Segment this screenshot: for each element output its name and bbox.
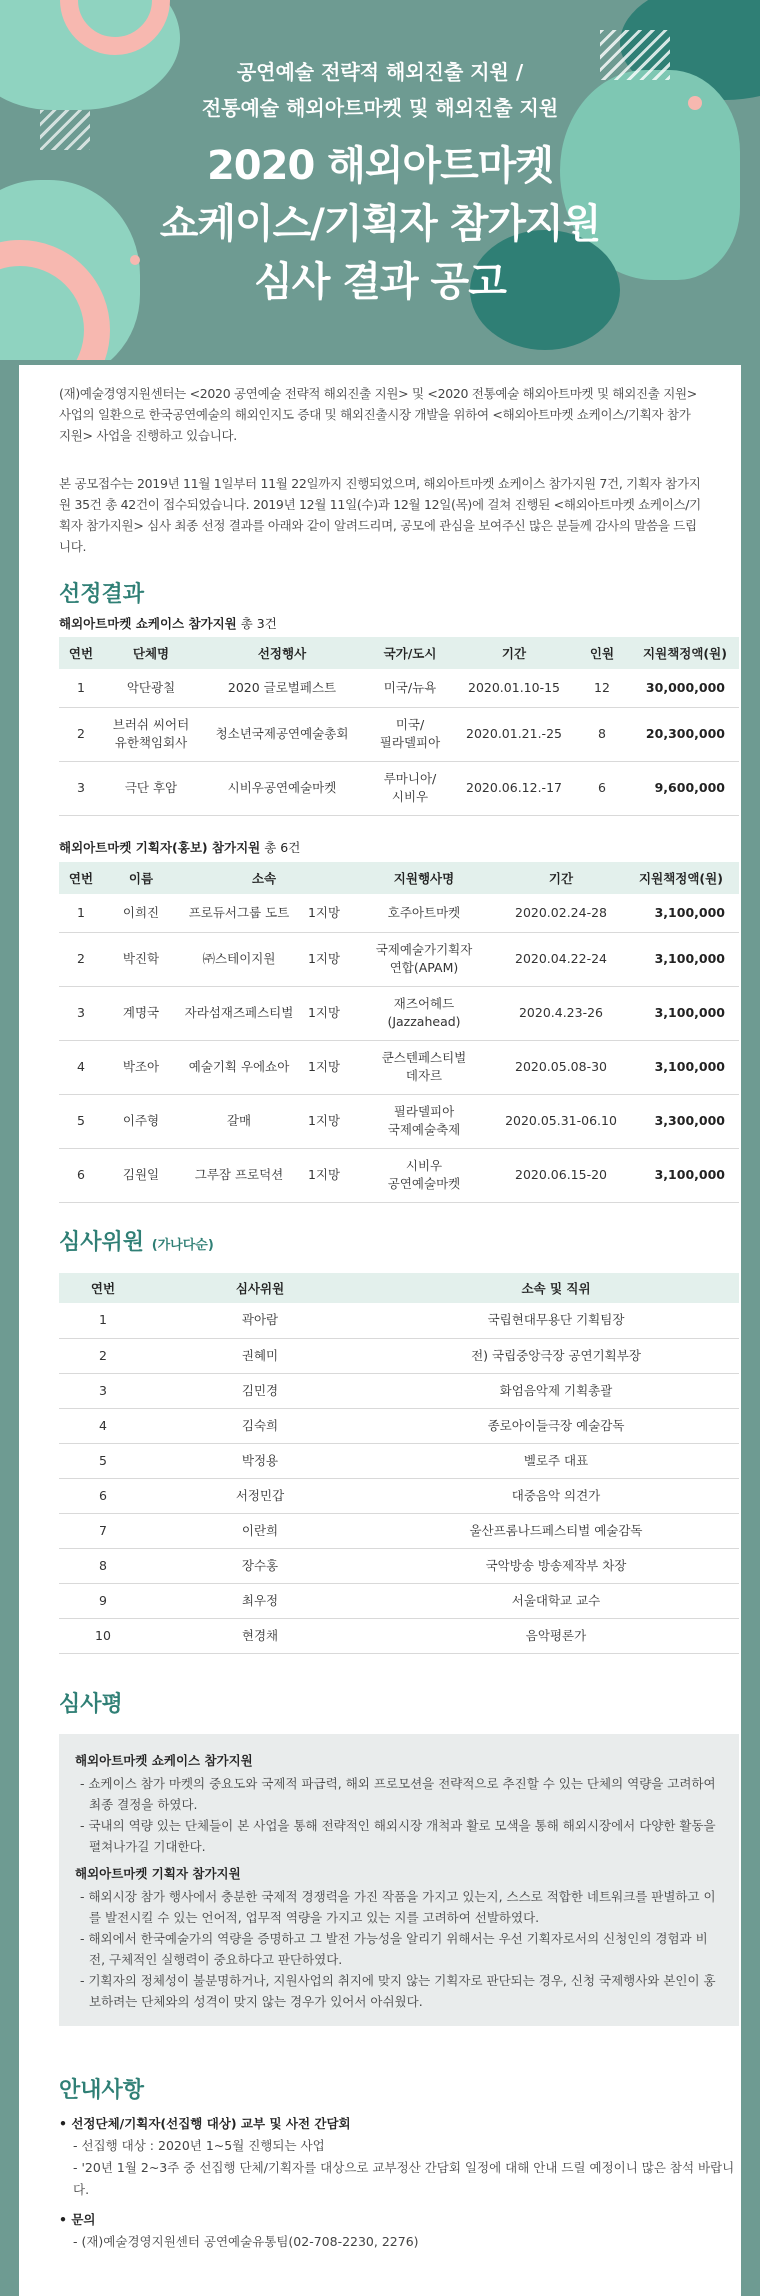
table-cell: 2020.01.10-15 [455,669,573,707]
table-cell: 2020.06.15-20 [499,1148,623,1202]
table-cell: 7 [59,1513,147,1548]
notice-line: - (재)예술경영지원센터 공연예술유통팀(02-708-2230, 2276) [73,2234,419,2249]
table-cell: 3,300,000 [623,1094,739,1148]
table-cell: 8 [573,707,631,761]
hero-title-2: 쇼케이스/기획자 참가지원 [159,201,601,247]
table-header-cell: 연번 [59,1273,147,1303]
table-cell: 2020.04.22-24 [499,932,623,986]
table-cell: 브러쉬 씨어터 유한책임회사 [103,707,199,761]
table-row [59,1303,739,1338]
table-cell: 자라섬재즈페스티벌 [179,986,299,1040]
table-row [59,1373,739,1408]
review-box [59,1734,739,2026]
table-header-cell: 소속 및 직위 [373,1273,739,1303]
table-cell: 이주형 [103,1094,179,1148]
table-cell: 1 [59,669,103,707]
table-row [59,1094,739,1148]
showcase-count: 총 3건 [236,616,277,631]
table-cell: 이란희 [147,1513,373,1548]
table-cell: 12 [573,669,631,707]
hero-title-3: 심사 결과 공고 [254,259,506,305]
showcase-table [59,637,739,816]
table-cell: 2020 글로벌페스트 [199,669,365,707]
intro-paragraph-1: (재)예술경영지원센터는 <2020 공연예술 전략적 해외진출 지원> 및 <2020 전통예술 해외아트마켓 및 해외진출 지원> 사업의 일환으로 한국공연예술의 해외인지도 증대 및 해외진출시장 개발을 위하여 <해외아트마켓 쇼케이스/기획자 참가지원> 사업을 진행하고 있습니다. [59,386,697,443]
table-cell: 미국/ 필라델피아 [365,707,455,761]
table-cell: 악단광칠 [103,669,199,707]
table-header-cell: 인원 [573,637,631,669]
notice-list [59,2113,739,2253]
table-cell: 1지망 [299,1094,349,1148]
table-cell: 5 [59,1094,103,1148]
review-heading: 심사평 [59,1692,123,1717]
table-row [59,894,739,932]
table-row [59,1513,739,1548]
table-cell: 이희진 [103,894,179,932]
table-cell: 5 [59,1443,147,1478]
table-cell: 2 [59,932,103,986]
table-cell: 계명국 [103,986,179,1040]
table-row [59,1618,739,1653]
table-cell: 갈매 [179,1094,299,1148]
table-cell: 2020.4.23-26 [499,986,623,1040]
table-cell: 화엄음악제 기획총괄 [373,1373,739,1408]
table-row [59,669,739,707]
table-header-cell: 국가/도시 [365,637,455,669]
table-header-cell: 선정행사 [199,637,365,669]
table-cell: 1지망 [299,986,349,1040]
table-cell: 그루잠 프로덕션 [179,1148,299,1202]
table-cell: 2020.05.31-06.10 [499,1094,623,1148]
results-heading: 선정결과 [59,582,145,607]
intro-paragraph-2: 본 공모접수는 2019년 11월 1일부터 11월 22일까지 진행되었으며, 해외아트마켓 쇼케이스 참가지원 7건, 기획자 참가지원 35건 총 42건이 접수되었습니다. 2019년 12월 11일(수)과 12월 12일(목)에 걸쳐 진행된 <해외아트마켓 쇼케이스/기획자 참가지원> 심사 최종 선정 결과를 아래와 같이 알려드리며, 공모에 관심을 보여주신 많은 분들께 감사의 말씀을 드립니다. [59,476,701,554]
table-row [59,1408,739,1443]
table-cell: 전) 국립중앙극장 공연기획부장 [373,1338,739,1373]
table-cell: 1 [59,1303,147,1338]
notice-item-title: • 문의 [59,2212,96,2227]
table-cell: 곽아람 [147,1303,373,1338]
table-cell: 3,100,000 [623,1148,739,1202]
hero-banner [0,0,760,360]
hero-subtitle-2: 전통예술 해외아트마켓 및 해외진출 지원 [201,96,559,120]
table-cell: 3,100,000 [623,932,739,986]
table-row [59,1443,739,1478]
table-header-cell: 기간 [499,862,623,894]
review-planner-title: 해외아트마켓 기획자 참가지원 [75,1866,241,1881]
table-cell: 호주아트마켓 [349,894,499,932]
table-cell: 2 [59,1338,147,1373]
table-cell: 국립현대무용단 기획팀장 [373,1303,739,1338]
table-cell: 4 [59,1408,147,1443]
table-cell: 9 [59,1583,147,1618]
table-header-cell: 연번 [59,637,103,669]
table-cell: 6 [59,1478,147,1513]
table-row [59,986,739,1040]
table-row [59,1548,739,1583]
table-cell: 6 [573,761,631,815]
table-cell: 예술기획 우에쇼아 [179,1040,299,1094]
table-header-cell: 기간 [455,637,573,669]
review-planner-item: - 기획자의 정체성이 불분명하거나, 지원사업의 취지에 맞지 않는 기획자로 판단되는 경우, 신청 국제행사와 본인이 홍보하려는 단체와의 성격이 맞지 않는 경우가 있어서 아쉬웠다. [80,1973,716,2009]
table-row [59,761,739,815]
table-cell: 2020.02.24-28 [499,894,623,932]
table-row [59,1338,739,1373]
table-cell: 박정용 [147,1443,373,1478]
table-row [59,1040,739,1094]
table-cell: 극단 후암 [103,761,199,815]
table-cell: 김숙희 [147,1408,373,1443]
showcase-label-text: 해외아트마켓 쇼케이스 참가지원 [59,616,237,631]
table-cell: 울산프롬나드페스티벌 예술감독 [373,1513,739,1548]
table-row [59,932,739,986]
table-cell: 4 [59,1040,103,1094]
table-cell: 20,300,000 [631,707,739,761]
table-cell: 루마니아/ 시비우 [365,761,455,815]
table-cell: 김민경 [147,1373,373,1408]
table-cell: 박진학 [103,932,179,986]
table-cell: 미국/뉴욕 [365,669,455,707]
table-cell: 종로아이들극장 예술감독 [373,1408,739,1443]
table-cell: 2 [59,707,103,761]
table-cell: 6 [59,1148,103,1202]
review-planner-item: - 해외에서 한국예술가의 역량을 증명하고 그 발전 가능성을 알리기 위해서는 우선 기획자로서의 신청인의 경험과 비전, 구체적인 실행력이 중요하다고 판단하였다. [80,1931,708,1967]
judges-heading-text: 심사위원 [59,1230,145,1255]
table-cell: 10 [59,1618,147,1653]
table-cell: 1지망 [299,894,349,932]
content-card [19,365,741,2296]
review-showcase-item: - 국내의 역량 있는 단체들이 본 사업을 통해 전략적인 해외시장 개척과 활로 모색을 통해 해외시장에서 다양한 활동을 펼쳐나가길 기대한다. [80,1818,716,1854]
table-cell: 2020.01.21.-25 [455,707,573,761]
table-cell: 서울대학교 교수 [373,1583,739,1618]
planner-label-text: 해외아트마켓 기획자(홍보) 참가지원 [59,840,261,855]
table-cell: 2020.06.12.-17 [455,761,573,815]
table-cell: 시비우공연예술마켓 [199,761,365,815]
table-header-cell: 지원책정액(원) [623,862,739,894]
table-cell: 김원일 [103,1148,179,1202]
table-cell: 8 [59,1548,147,1583]
judges-heading [59,1225,214,1256]
table-cell: 청소년국제공연예술총회 [199,707,365,761]
judges-table [59,1273,739,1654]
table-cell: 장수홍 [147,1548,373,1583]
table-cell: ㈜스테이지원 [179,932,299,986]
table-header-cell: 소속 [179,862,349,894]
hero-title-1: 2020 해외아트마켓 [206,143,554,189]
table-header-cell: 지원책정액(원) [631,637,739,669]
table-row [59,1148,739,1202]
table-row [59,1583,739,1618]
table-cell: 9,600,000 [631,761,739,815]
notice-item-title: • 선정단체/기획자(선집행 대상) 교부 및 사전 간담회 [59,2116,351,2131]
table-cell: 3 [59,761,103,815]
table-cell: 쿤스텐페스티벌 데자르 [349,1040,499,1094]
table-header-cell: 연번 [59,862,103,894]
showcase-label [59,614,277,632]
table-cell: 필라델피아 국제예술축제 [349,1094,499,1148]
notice-line: - 선집행 대상 : 2020년 1~5월 진행되는 사업 [73,2138,325,2153]
table-cell: 권혜미 [147,1338,373,1373]
review-planner-item: - 해외시장 참가 행사에서 충분한 국제적 경쟁력을 가진 작품을 가지고 있는지, 스스로 적합한 네트워크를 판별하고 이를 발전시킬 수 있는 언어적, 업무적 역량을 가지고 있는 지를 고려하여 선발하였다. [80,1889,716,1925]
table-row [59,1478,739,1513]
table-cell: 대중음악 의견가 [373,1478,739,1513]
judges-heading-note: (가나다순) [151,1238,214,1253]
table-cell: 3,100,000 [623,1040,739,1094]
table-cell: 3,100,000 [623,986,739,1040]
table-header-cell: 이름 [103,862,179,894]
table-header-cell: 심사위원 [147,1273,373,1303]
planner-count: 총 6건 [260,840,301,855]
table-header-cell: 단체명 [103,637,199,669]
table-cell: 2020.05.08-30 [499,1040,623,1094]
table-cell: 3 [59,986,103,1040]
hero-subtitle-1: 공연예술 전략적 해외진출 지원 / [236,60,524,84]
table-cell: 3,100,000 [623,894,739,932]
table-cell: 음악평론가 [373,1618,739,1653]
table-cell: 시비우 공연예술마켓 [349,1148,499,1202]
planner-table [59,862,739,1203]
planner-label [59,838,300,856]
review-showcase-title: 해외아트마켓 쇼케이스 참가지원 [75,1753,253,1768]
table-cell: 서정민갑 [147,1478,373,1513]
table-cell: 1 [59,894,103,932]
table-cell: 재즈어헤드 (Jazzahead) [349,986,499,1040]
table-cell: 1지망 [299,1040,349,1094]
table-cell: 박조아 [103,1040,179,1094]
table-cell: 1지망 [299,932,349,986]
table-cell: 국악방송 방송제작부 차장 [373,1548,739,1583]
table-cell: 최우정 [147,1583,373,1618]
review-showcase-item: - 쇼케이스 참가 마켓의 중요도와 국제적 파급력, 해외 프로모션을 전략적으로 추진할 수 있는 단체의 역량을 고려하여 최종 결정을 하였다. [80,1776,716,1812]
table-cell: 국제예술가기획자 연합(APAM) [349,932,499,986]
table-cell: 30,000,000 [631,669,739,707]
table-cell: 프로듀서그룹 도트 [179,894,299,932]
table-cell: 현경채 [147,1618,373,1653]
notice-heading: 안내사항 [59,2078,145,2103]
table-cell: 벨로주 대표 [373,1443,739,1478]
table-cell: 3 [59,1373,147,1408]
table-row [59,707,739,761]
notice-line: - '20년 1월 2~3주 중 선집행 단체/기획자를 대상으로 교부정산 간담회 일정에 대해 안내 드릴 예정이니 많은 참석 바랍니다. [73,2160,735,2197]
table-header-cell: 지원행사명 [349,862,499,894]
table-cell: 1지망 [299,1148,349,1202]
